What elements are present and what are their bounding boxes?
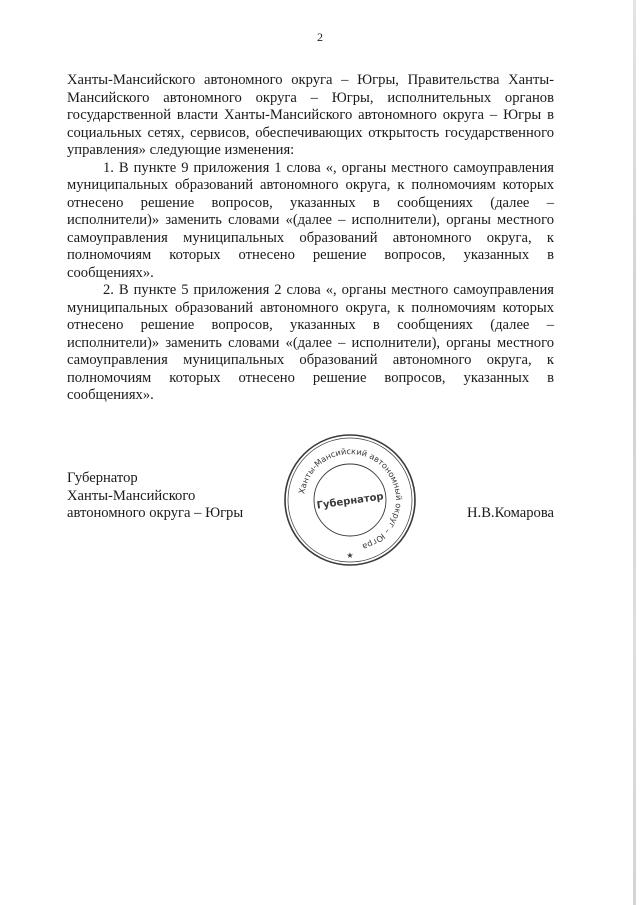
seal-star-icon: ★ bbox=[346, 551, 354, 560]
seal-graphic bbox=[280, 430, 420, 570]
item-2-paragraph: 2. В пункте 5 приложения 2 слова «, органы местного самоуправления муниципальных образований автономного округа, к полномочиям которых отнесено решение вопросов, указанных в сообщениях (далее – исполнители)» заменить словами «(далее – исполнители), органы местного самоуправления муниципальных образований автономного округа, к полномочиям которых отнесено решение вопросов, указанных в сообщениях». bbox=[67, 282, 554, 403]
signatory-title-line-3: автономного округа – Югры bbox=[67, 505, 244, 521]
signatory-title-line-1: Губернатор bbox=[67, 470, 138, 486]
item-1-paragraph: 1. В пункте 9 приложения 1 слова «, органы местного самоуправления муниципальных образований автономного округа, к полномочиям которых отнесено решение вопросов, указанных в сообщениях (далее – исполнители)» заменить словами «(далее – исполнители), органы местного самоуправления муниципальных образований автономного округа, к полномочиям которых отнесено решение вопросов, указанных в сообщениях». bbox=[67, 159, 554, 281]
official-seal bbox=[280, 430, 420, 570]
document-body bbox=[67, 72, 554, 405]
seal-ring-text: Ханты-Мансийский автономный округ – Югра bbox=[296, 445, 405, 553]
intro-paragraph: Ханты-Мансийского автономного округа – Югры, Правительства Ханты-Мансийского автономного округа – Югры, исполнительных органов государственной власти Ханты-Мансийского автономного округа – Югры в социальных сетях, сервисов, обеспечивающих открытость государственного управления» следующие изменения: bbox=[67, 72, 554, 158]
signatory-name: Н.В.Комарова bbox=[467, 505, 554, 521]
scan-edge-border bbox=[633, 0, 636, 905]
page-number: 2 bbox=[317, 30, 323, 44]
signatory-title-block bbox=[67, 470, 243, 523]
seal-center-text: Губернатор bbox=[316, 491, 385, 512]
signatory-title-line-2: Ханты-Мансийского bbox=[67, 487, 196, 504]
